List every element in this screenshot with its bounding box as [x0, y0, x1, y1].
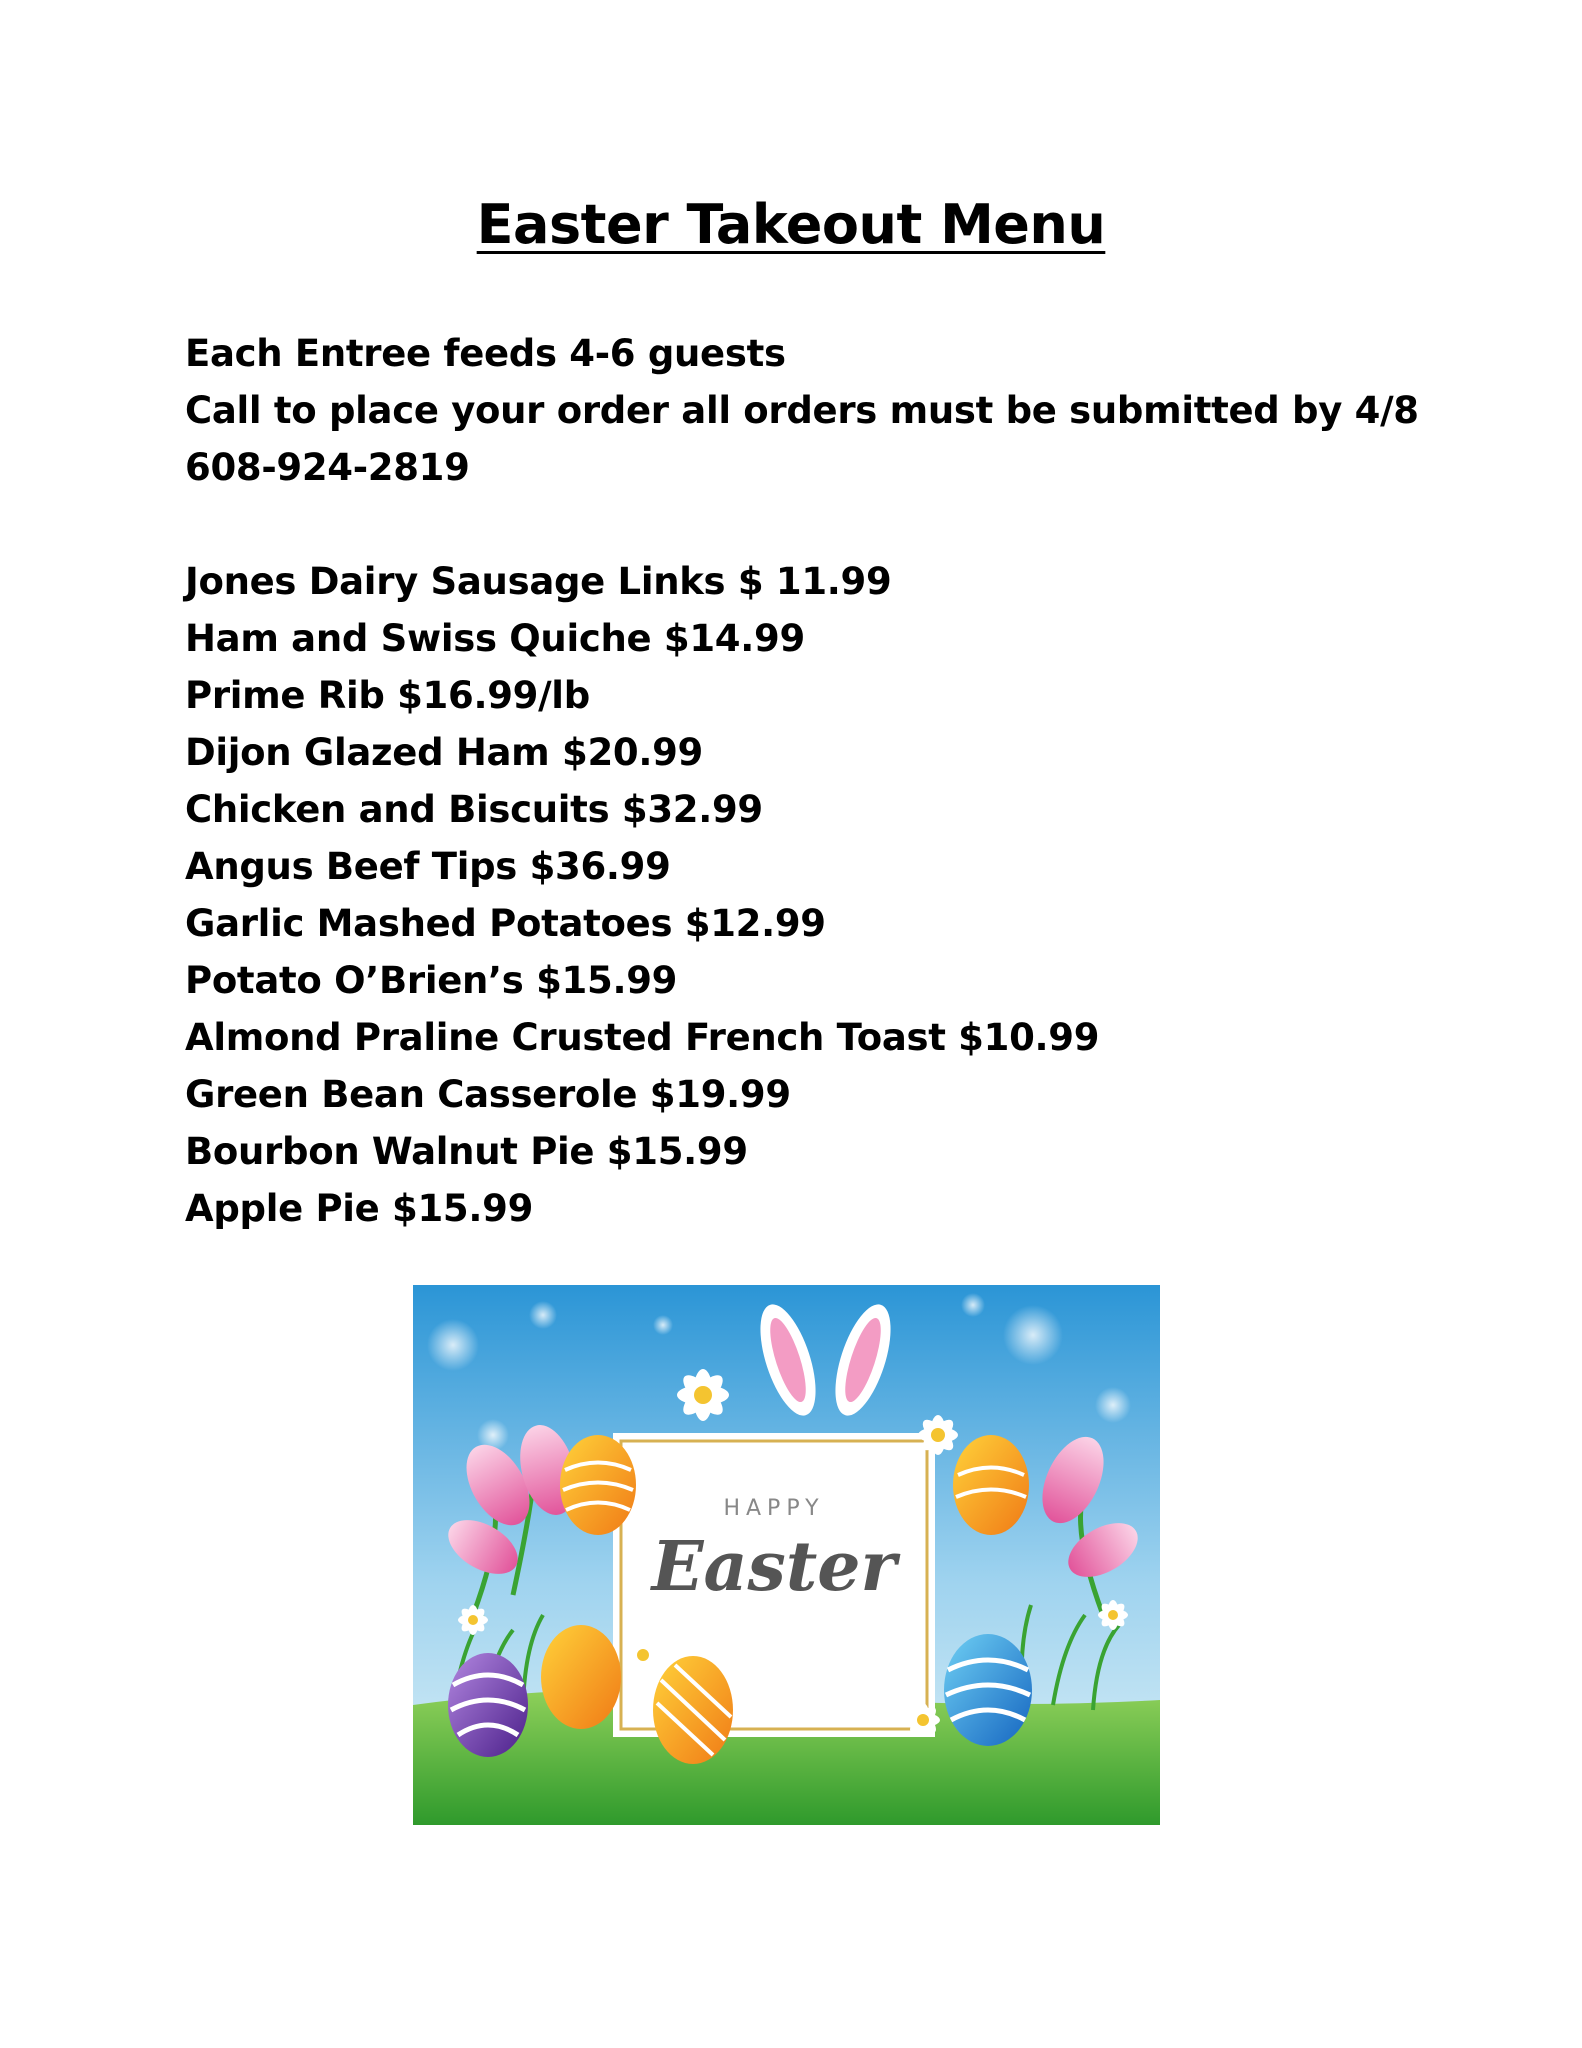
- menu-item: Dijon Glazed Ham $20.99: [185, 731, 703, 774]
- menu-item: Prime Rib $16.99/lb: [185, 674, 590, 717]
- menu-item: Almond Praline Crusted French Toast $10.99: [185, 1016, 1100, 1059]
- phone-number: 608-924-2819: [185, 446, 470, 489]
- menu-item: Ham and Swiss Quiche $14.99: [185, 617, 805, 660]
- easter-illustration-art: [413, 1285, 1160, 1825]
- menu-item: Garlic Mashed Potatoes $12.99: [185, 902, 826, 945]
- intro-block: [185, 325, 1419, 496]
- easter-illustration: [413, 1285, 1160, 1825]
- serves-note: Each Entree feeds 4-6 guests: [185, 332, 786, 375]
- menu-item: Angus Beef Tips $36.99: [185, 845, 671, 888]
- menu-title-text: Easter Takeout Menu: [476, 193, 1106, 256]
- menu-item: Apple Pie $15.99: [185, 1187, 534, 1230]
- menu-item: Green Bean Casserole $19.99: [185, 1073, 791, 1116]
- menu-title: [0, 193, 1582, 257]
- menu-item: Potato O’Brien’s $15.99: [185, 959, 678, 1002]
- menu-list: [185, 553, 1099, 1237]
- greeting-easter: Easter: [651, 1527, 897, 1607]
- menu-item: Chicken and Biscuits $32.99: [185, 788, 763, 831]
- greeting-happy: HAPPY: [723, 1496, 825, 1521]
- menu-item: Bourbon Walnut Pie $15.99: [185, 1130, 748, 1173]
- order-note: Call to place your order all orders must be submitted by 4/8: [185, 389, 1419, 432]
- menu-item: Jones Dairy Sausage Links $ 11.99: [185, 560, 892, 603]
